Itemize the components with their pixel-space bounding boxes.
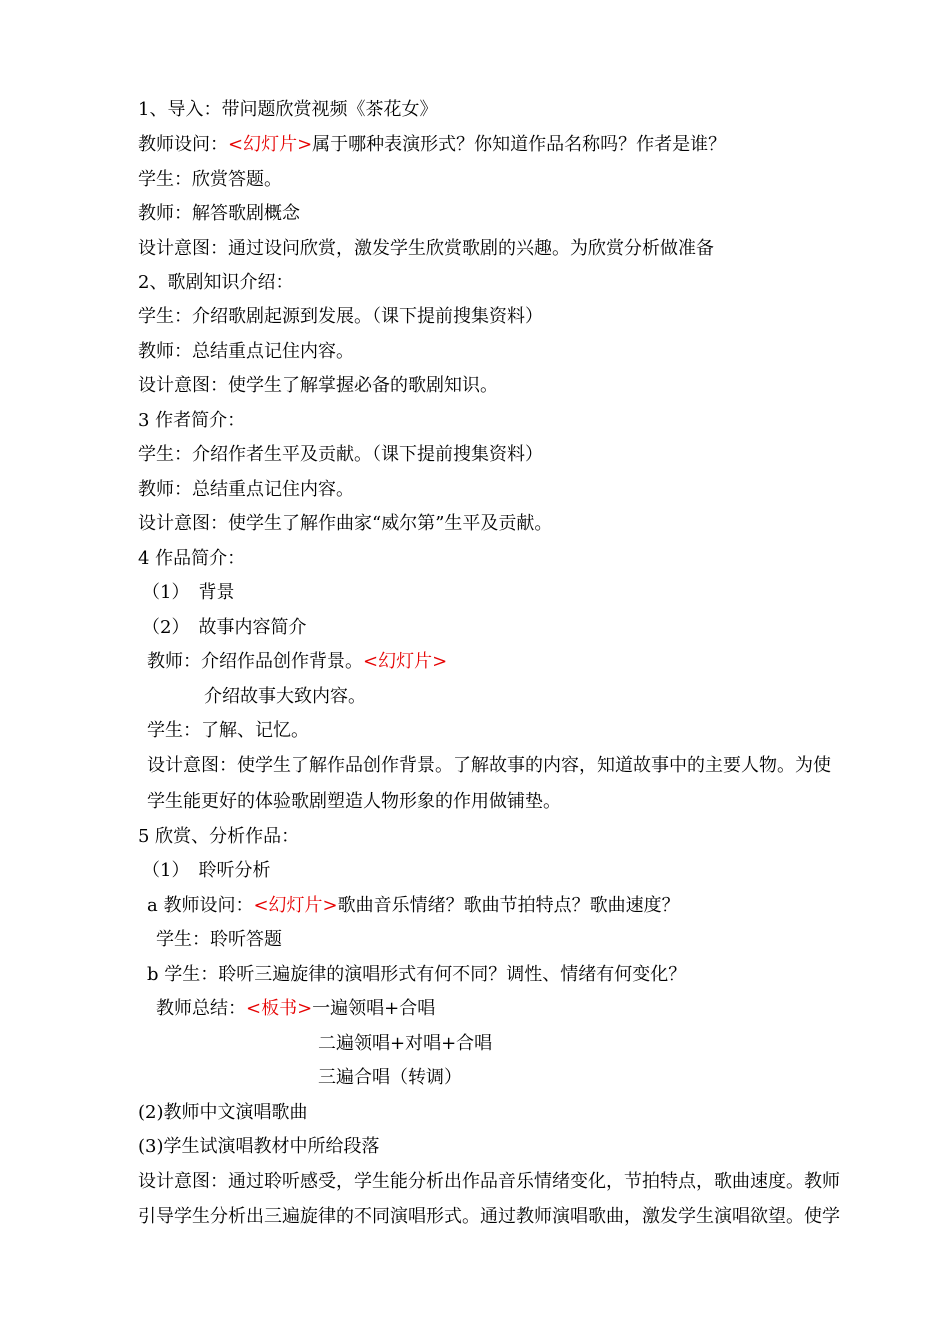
student-line: 学生：介绍作者生平及贡献。（课下提前搜集资料） xyxy=(138,444,543,465)
summary-item: 二遍领唱+对唱+合唱 xyxy=(318,1033,493,1054)
design-intent-line: 设计意图：通过聆听感受，学生能分析出作品音乐情绪变化，节拍特点，歌曲速度。教师 xyxy=(138,1171,840,1192)
teacher-line: 教师：总结重点记住内容。 xyxy=(138,479,354,500)
summary-item: 三遍合唱（转调） xyxy=(318,1067,462,1088)
teacher-line: 教师：解答歌剧概念 xyxy=(138,203,300,224)
board-marker: <板书> xyxy=(246,998,313,1019)
sub-item: （1） 背景 xyxy=(142,582,235,603)
teacher-intro-continued: 介绍故事大致内容。 xyxy=(204,686,366,707)
summary-item: 一遍领唱+合唱 xyxy=(312,998,436,1019)
student-question-line: b 学生：聆听三遍旋律的演唱形式有何不同？调性、情绪有何变化？ xyxy=(147,964,687,985)
design-intent-line: 设计意图：通过设问欣赏，激发学生欣赏歌剧的兴趣。为欣赏分析做准备 xyxy=(138,238,714,259)
question-text: 属于哪种表演形式？你知道作品名称吗？作者是谁？ xyxy=(312,134,727,155)
design-intent-line: 设计意图：使学生了解作品创作背景。了解故事的内容，知道故事中的主要人物。为使 xyxy=(147,755,831,776)
sub-item: (3)学生试演唱教材中所给段落 xyxy=(138,1136,380,1157)
section-5-heading: 5 欣赏、分析作品： xyxy=(138,826,300,847)
student-line: 学生：了解、记忆。 xyxy=(147,720,309,741)
section-2-heading: 2、歌剧知识介绍： xyxy=(138,272,294,293)
student-line: 学生：欣赏答题。 xyxy=(138,169,282,190)
design-intent-line: 设计意图：使学生了解作曲家“威尔第”生平及贡献。 xyxy=(138,513,553,534)
section-1-heading: 1、导入：带问题欣赏视频《茶花女》 xyxy=(138,99,438,120)
design-intent-line-continued: 引导学生分析出三遍旋律的不同演唱形式。通过教师演唱歌曲，激发学生演唱欲望。使学 xyxy=(138,1206,840,1227)
speaker-label: 教师设问： xyxy=(138,134,228,155)
sub-item: （2） 故事内容简介 xyxy=(142,617,307,638)
slide-marker: <幻灯片> xyxy=(363,651,448,672)
teacher-question-line xyxy=(138,134,726,156)
teacher-line: 教师：总结重点记住内容。 xyxy=(138,341,354,362)
student-line: 学生：聆听答题 xyxy=(156,929,282,950)
question-text: 歌曲音乐情绪？歌曲节拍特点？歌曲速度？ xyxy=(337,895,680,916)
design-intent-line-continued: 学生能更好的体验歌剧塑造人物形象的作用做铺垫。 xyxy=(147,791,561,812)
student-line: 学生：介绍歌剧起源到发展。（课下提前搜集资料） xyxy=(138,306,543,327)
teacher-intro-text: 教师：介绍作品创作背景。 xyxy=(147,651,363,672)
design-intent-line: 设计意图：使学生了解掌握必备的歌剧知识。 xyxy=(138,375,498,396)
slide-marker: <幻灯片> xyxy=(253,895,338,916)
speaker-label: a 教师设问： xyxy=(147,895,254,916)
teacher-question-line xyxy=(147,895,680,917)
sub-item: （1） 聆听分析 xyxy=(142,860,271,881)
section-4-heading: 4 作品简介： xyxy=(138,548,246,569)
section-3-heading: 3 作者简介： xyxy=(138,410,246,431)
teacher-summary-line xyxy=(156,998,435,1020)
speaker-label: 教师总结： xyxy=(156,998,246,1019)
sub-item: (2)教师中文演唱歌曲 xyxy=(138,1102,308,1123)
slide-marker: <幻灯片> xyxy=(228,134,313,155)
teacher-intro-line xyxy=(147,651,447,673)
